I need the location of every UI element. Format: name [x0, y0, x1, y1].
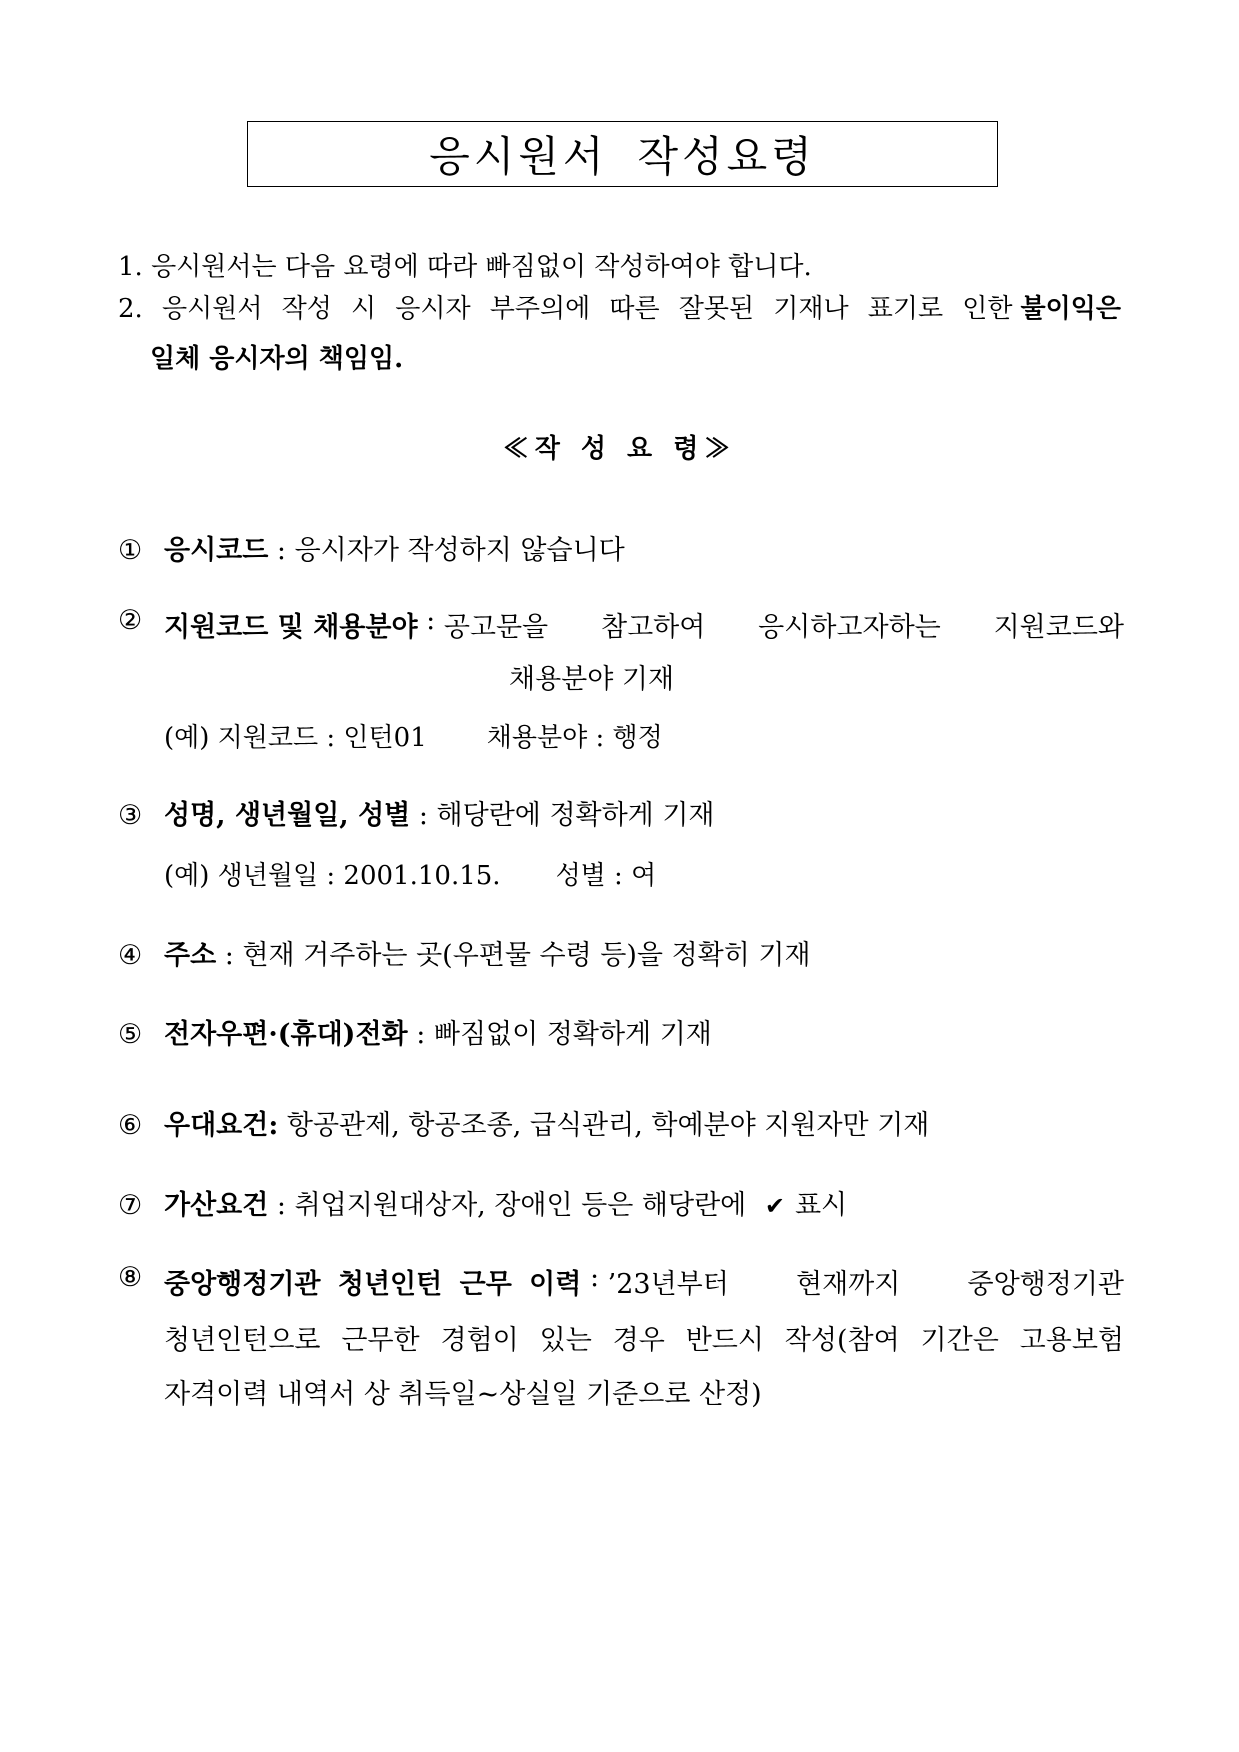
item-1	[118, 528, 625, 567]
item-heading: 응시코드	[164, 535, 269, 566]
item-number: ④	[118, 940, 143, 971]
item-heading: 중앙행정기관 청년인턴 근무 이력	[164, 1269, 582, 1300]
item-3-example	[164, 855, 656, 892]
example-birthdate: (예) 생년월일 : 2001.10.15.	[164, 861, 501, 891]
item-separator	[278, 1110, 287, 1141]
item-4	[118, 933, 811, 972]
item-2-example	[164, 717, 663, 754]
item-8-description-line-3: 자격이력 내역서 상 취득일~상실일 기준으로 산정)	[164, 1379, 762, 1410]
checkmark-icon: ✔	[764, 1192, 785, 1220]
item-description-end: 표시	[794, 1190, 848, 1221]
item-heading: 주소	[164, 940, 217, 971]
item-number: ①	[118, 535, 143, 566]
item-5	[118, 1012, 712, 1051]
note-2	[118, 288, 1121, 325]
item-description: 빠짐없이 정확하게 기재	[433, 1019, 712, 1050]
item-6	[118, 1103, 929, 1142]
item-number: ⑤	[118, 1019, 143, 1050]
title-part-2: 작성요령	[637, 132, 816, 181]
item-separator: :	[216, 940, 243, 971]
note-2-continued: 일체 응시자의 책임임.	[150, 344, 404, 374]
item-separator: :	[581, 1262, 608, 1293]
item-description: 공고문을 참고하여 응시하고자하는 지원코드와	[443, 612, 1124, 643]
item-separator: :	[268, 1190, 295, 1221]
item-heading: 성명, 생년월일, 성별	[164, 800, 411, 831]
example-gender: 성별 : 여	[555, 861, 657, 891]
note-2-bold: 불이익은	[1020, 294, 1121, 324]
note-2-text: 2. 응시원서 작성 시 응시자 부주의에 따른 잘못된 기재나 표기로 인한	[118, 294, 1013, 324]
item-separator: :	[268, 535, 295, 566]
note-1: 1. 응시원서는 다음 요령에 따라 빠짐없이 작성하여야 합니다.	[118, 252, 812, 282]
item-heading: 지원코드 및 채용분야	[164, 612, 418, 643]
example-code: (예) 지원코드 : 인턴01	[164, 723, 427, 753]
item-heading: 가산요건	[164, 1190, 269, 1221]
example-field: 채용분야 : 행정	[486, 723, 663, 753]
item-heading: 전자우편·(휴대)전화	[164, 1019, 408, 1050]
page-title	[247, 121, 998, 187]
item-description: 현재 거주하는 곳(우편물 수령 등)을 정확히 기재	[242, 940, 811, 971]
item-separator: :	[410, 800, 437, 831]
item-3	[118, 793, 715, 832]
item-number: ⑦	[118, 1190, 143, 1221]
item-7	[118, 1183, 847, 1222]
item-number: ③	[118, 800, 143, 831]
item-number: ⑧	[118, 1262, 143, 1293]
item-2	[118, 605, 1124, 644]
item-number: ⑥	[118, 1110, 143, 1141]
item-8-description-line-2: 청년인턴으로 근무한 경험이 있는 경우 반드시 작성(참여 기간은 고용보험	[164, 1325, 1124, 1356]
item-2-description-continued: 채용분야 기재	[509, 664, 675, 695]
item-number: ②	[118, 605, 143, 636]
item-8	[118, 1262, 1124, 1301]
title-part-1: 응시원서	[429, 132, 608, 181]
item-heading: 우대요건:	[164, 1110, 279, 1141]
item-description: 항공관제, 항공조종, 급식관리, 학예분야 지원자만 기재	[286, 1110, 930, 1141]
item-description: 취업지원대상자, 장애인 등은 해당란에	[294, 1190, 747, 1221]
item-description: ’23년부터 현재까지 중앙행정기관	[607, 1269, 1124, 1300]
item-description: 해당란에 정확하게 기재	[436, 800, 715, 831]
section-title: ≪작 성 요 령≫	[502, 434, 737, 464]
item-separator: :	[407, 1019, 434, 1050]
item-description: 응시자가 작성하지 않습니다	[294, 535, 625, 566]
item-separator: :	[417, 605, 444, 636]
